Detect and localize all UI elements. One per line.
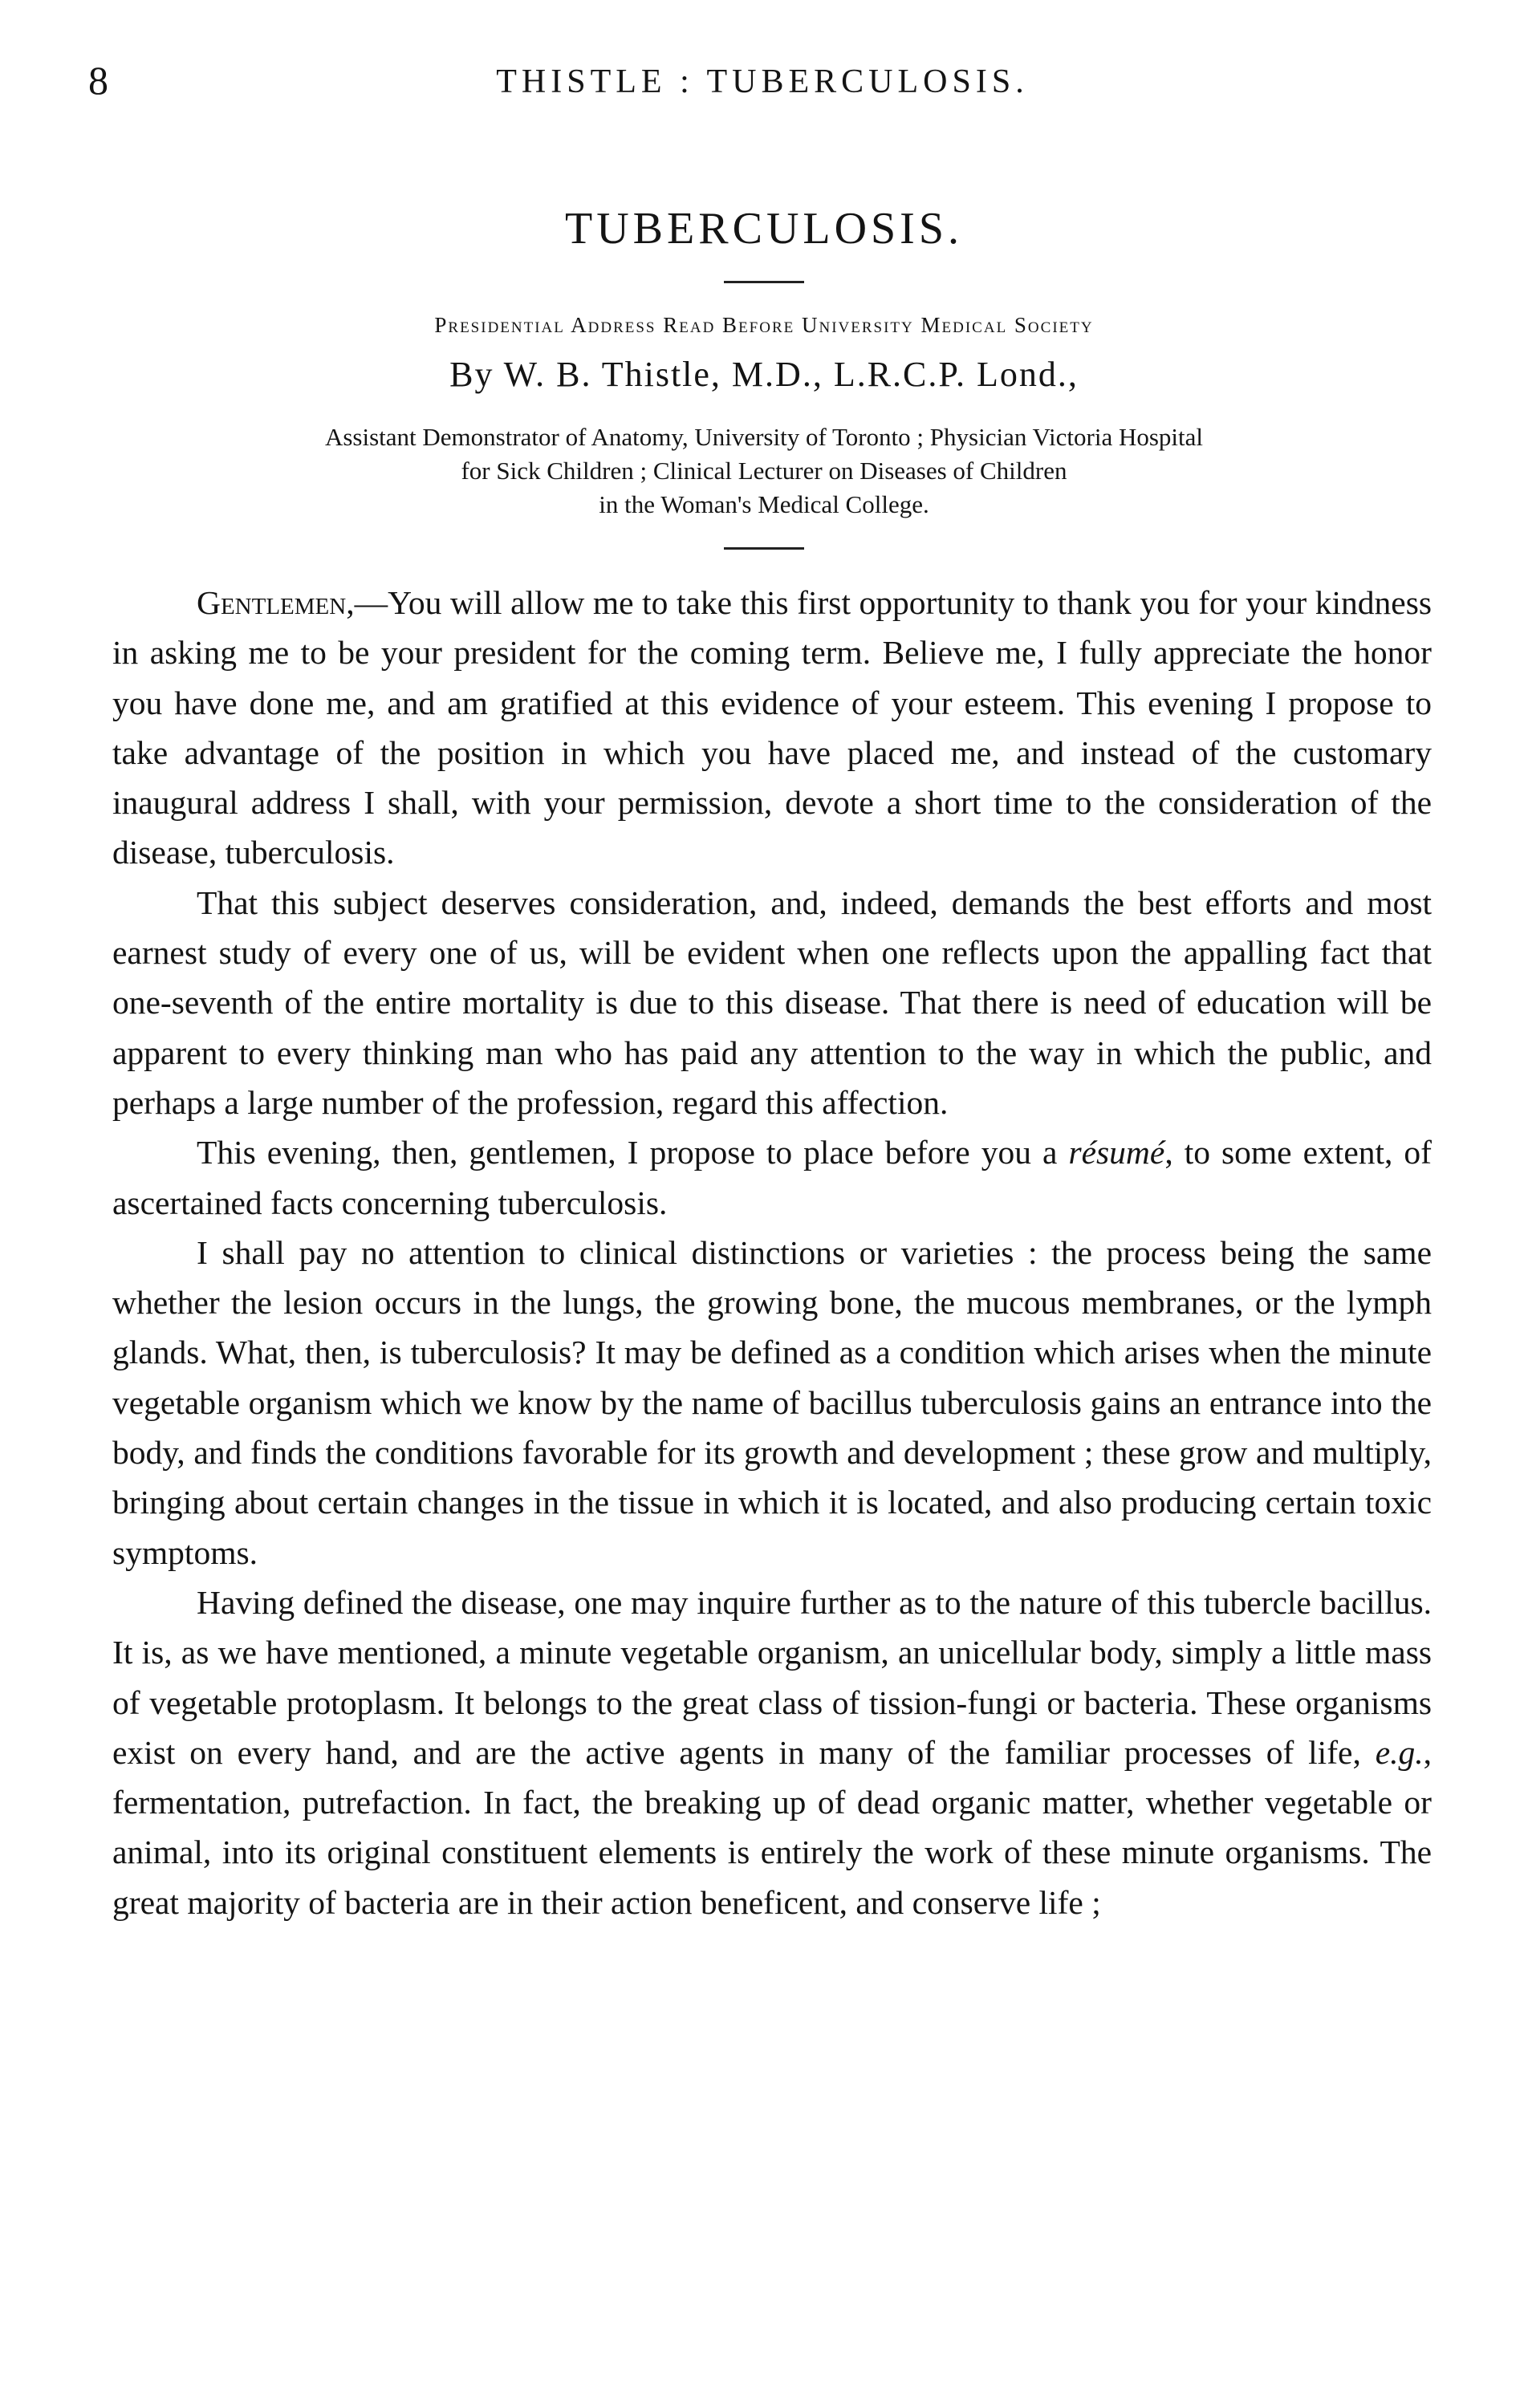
divider-rule (724, 547, 804, 550)
paragraph-text: , to some extent, of ascertained facts concerning tuberculosis. (112, 1134, 1432, 1221)
paragraph (112, 578, 1432, 878)
affiliation-line: for Sick Children ; Clinical Lecturer on Diseases of Children (461, 457, 1067, 485)
page-number: 8 (88, 58, 108, 103)
running-title: THISTLE : TUBERCULOSIS. (496, 63, 1029, 100)
article-title: TUBERCULOSIS. (565, 204, 963, 254)
running-head (88, 56, 1437, 104)
paragraph-text: , fermentation, putrefaction. In fact, the breaking up of dead organic matter, whether vegetable or animal, into its original constituent elements is entirely the work of these minute organisms. The great majority of bacteria are in their action beneficent, and conserve life ; (112, 1733, 1432, 1921)
article-subtitle: Presidential Address Read Before University Medical Society (434, 313, 1094, 337)
divider-rule (724, 281, 804, 283)
author-line: By W. B. Thistle, M.D., L.R.C.P. Lond., (449, 355, 1079, 394)
paragraph-text: Having defined the disease, one may inquire further as to the nature of this tubercle bacillus. It is, as we have mentioned, a minute vegetable organism, an unicellular body, simply a little mass of vegetable protoplasm. It belongs to the great class of tission-fungi or bacteria. These organisms exist on every hand, and are the active agents in many of the familiar processes of life, (112, 1583, 1432, 1771)
body-text (112, 578, 1432, 1927)
author-affiliation (0, 420, 1528, 522)
paragraph-text: This evening, then, gentlemen, I propose to place before you a (197, 1134, 1069, 1172)
affiliation-line: Assistant Demonstrator of Anatomy, University of Toronto ; Physician Victoria Hospital (324, 423, 1204, 451)
italic-term: résumé (1068, 1134, 1165, 1172)
salutation: Gentlemen, (197, 584, 355, 621)
paragraph (112, 1578, 1432, 1927)
paragraph: I shall pay no attention to clinical distinctions or varieties : the process being the same whether the lesion occurs in the lungs, the growing bone, the mucous membranes, or the lymph glands. What, then, is tuberculosis? It may be defined as a condition which arises when the minute vegetable organism which we know by the name of bacillus tuberculosis gains an entrance into the body, and finds the conditions favorable for its growth and development ; these grow and multiply, bringing about certain changes in the tissue in which it is located, and also producing certain toxic symptoms. (112, 1233, 1432, 1571)
affiliation-line: in the Woman's Medical College. (599, 490, 929, 518)
paragraph: That this subject deserves consideration, and, indeed, demands the best efforts and most earnest study of every one of us, will be evident when one reflects upon the appalling fact that one-seventh of the entire mortality is due to this disease. That there is need of education will be apparent to every thinking man who has paid any attention to the way in which the public, and perhaps a large number of the profession, regard this affection. (112, 883, 1432, 1121)
paragraph (112, 1127, 1432, 1228)
italic-term: e.g. (1375, 1733, 1424, 1771)
paragraph-text: —You will allow me to take this first opportunity to thank you for your kindness in asking me to be your president for the coming term. Believe me, I fully appreciate the honor you have done me, and am gratified at this evidence of your esteem. This evening I propose to take advantage of the position in which you have placed me, and instead of the customary inaugural address I shall, with your permission, devote a short time to the consideration of the disease, tuberculosis. (112, 584, 1432, 871)
